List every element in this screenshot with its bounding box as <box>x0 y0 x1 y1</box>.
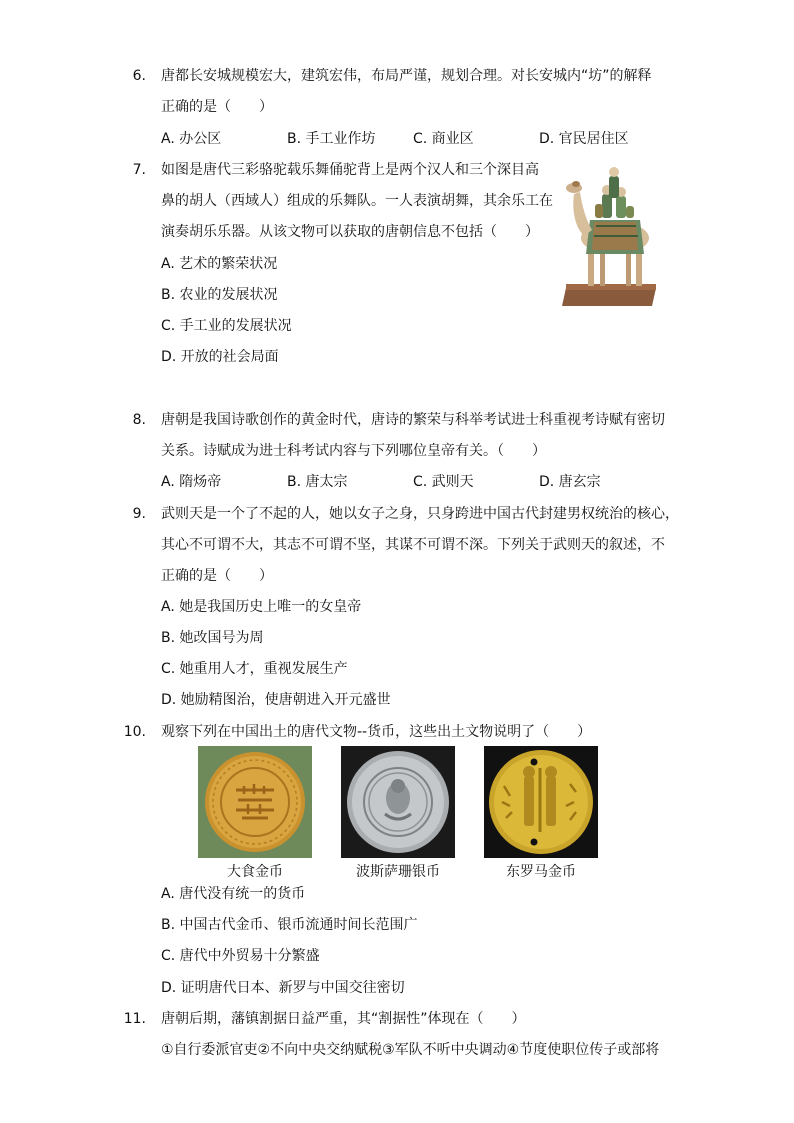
question-number: 6. <box>132 68 146 84</box>
option-c[interactable]: C. 手工业的发展状况 <box>161 318 292 334</box>
question-text: 关系。诗赋成为进士科考试内容与下列哪位皇帝有关。（ ） <box>161 443 546 459</box>
question-text: 如图是唐代三彩骆驼载乐舞俑驼背上是两个汉人和三个深目高 <box>161 162 539 178</box>
question-number: 10. <box>123 724 146 740</box>
option-b[interactable]: B. 中国古代金币、银币流通时间长范围广 <box>161 917 418 933</box>
option-b[interactable]: B. 她改国号为周 <box>161 630 264 646</box>
question-text: 鼻的胡人（西域人）组成的乐舞队。一人表演胡舞，其余乐工在 <box>161 193 553 209</box>
question-number: 8. <box>132 412 146 428</box>
question-text: 演奏胡乐乐器。从该文物可以获取的唐朝信息不包括（ ） <box>161 224 539 240</box>
option-d[interactable]: D. 开放的社会局面 <box>161 349 279 365</box>
coin-caption: 东罗马金币 <box>506 864 576 880</box>
question-text: 唐朝是我国诗歌创作的黄金时代，唐诗的繁荣与科举考试进士科重视考诗赋有密切 <box>161 412 665 428</box>
option-b[interactable]: B. 唐太宗 <box>287 474 348 490</box>
option-d[interactable]: D. 证明唐代日本、新罗与中国交往密切 <box>161 980 405 996</box>
option-a[interactable]: A. 她是我国历史上唯一的女皇帝 <box>161 599 362 615</box>
option-b[interactable]: B. 农业的发展状况 <box>161 287 278 303</box>
question-text: 正确的是（ ） <box>161 99 273 115</box>
sassanid-silver-coin-image <box>341 746 455 858</box>
coin-caption: 波斯萨珊银币 <box>356 864 440 880</box>
question-text: 正确的是（ ） <box>161 568 273 584</box>
question-number: 7. <box>132 162 146 178</box>
option-a[interactable]: A. 艺术的繁荣状况 <box>161 256 278 272</box>
option-d[interactable]: D. 她励精图治，使唐朝进入开元盛世 <box>161 692 391 708</box>
option-d[interactable]: D. 官民居住区 <box>539 131 629 147</box>
option-a[interactable]: A. 唐代没有统一的货币 <box>161 886 306 902</box>
question-number: 9. <box>132 506 146 522</box>
option-c[interactable]: C. 商业区 <box>413 131 474 147</box>
coin-caption: 大食金币 <box>227 864 283 880</box>
option-a[interactable]: A. 隋炀帝 <box>161 474 222 490</box>
option-b[interactable]: B. 手工业作坊 <box>287 131 376 147</box>
byzantine-gold-coin-image <box>484 746 598 858</box>
option-c[interactable]: C. 武则天 <box>413 474 474 490</box>
question-text: 唐都长安城规模宏大，建筑宏伟，布局严谨，规划合理。对长安城内“坊”的解释 <box>161 68 652 84</box>
option-a[interactable]: A. 办公区 <box>161 131 222 147</box>
option-c[interactable]: C. 唐代中外贸易十分繁盛 <box>161 948 320 964</box>
question-text: ①自行委派官吏②不向中央交纳赋税③军队不听中央调动④节度使职位传子或部将 <box>161 1042 660 1058</box>
option-c[interactable]: C. 她重用人才，重视发展生产 <box>161 661 348 677</box>
option-d[interactable]: D. 唐玄宗 <box>539 474 601 490</box>
question-text: 其心不可谓不大，其志不可谓不坚，其谋不可谓不深。下列关于武则天的叙述，不 <box>161 537 665 553</box>
tang-sancai-camel-figurine-image <box>560 160 660 310</box>
question-text: 唐朝后期，藩镇割据日益严重，其“割据性”体现在（ ） <box>161 1011 526 1027</box>
question-text: 武则天是一个了不起的人，她以女子之身，只身跨进中国古代封建男权统治的核心， <box>161 506 679 522</box>
question-number: 11. <box>123 1011 146 1027</box>
question-text: 观察下列在中国出土的唐代文物--货币，这些出土文物说明了（ ） <box>161 724 592 740</box>
arab-gold-coin-image <box>198 746 312 858</box>
